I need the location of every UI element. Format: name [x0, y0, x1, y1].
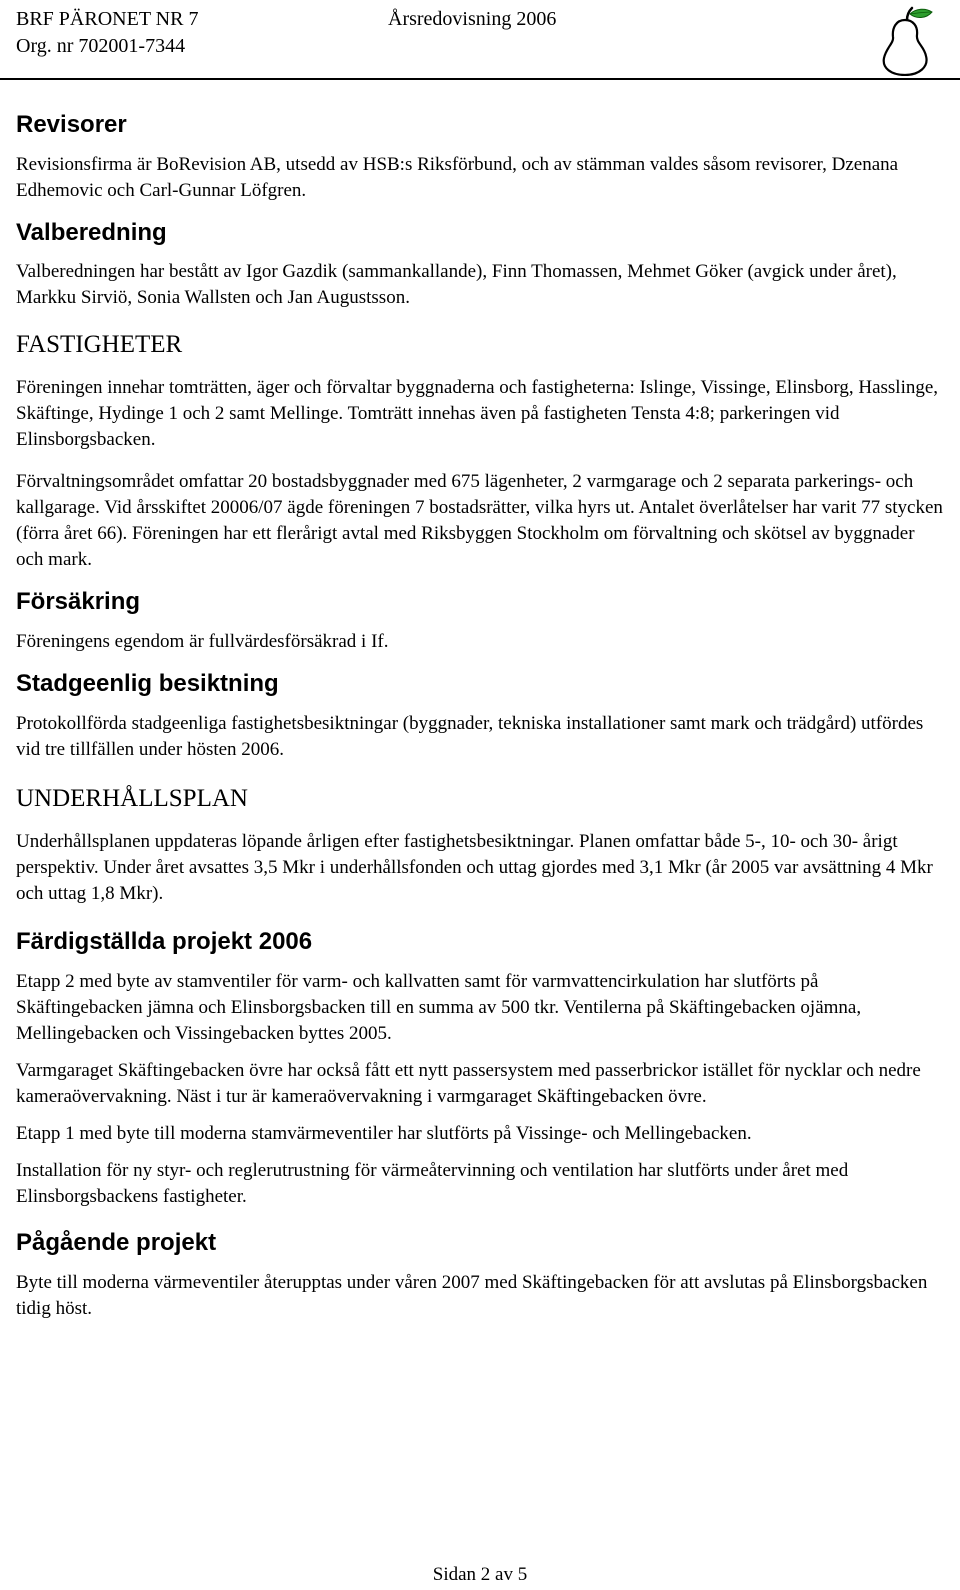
- section-heading: Färdigställda projekt 2006: [16, 928, 313, 955]
- page-header: [0, 0, 960, 80]
- section-heading: UNDERHÅLLSPLAN: [16, 785, 248, 812]
- report-title: Årsredovisning 2006: [388, 8, 557, 30]
- section-valberedning: [16, 218, 946, 311]
- paragraph: Valberedningen har bestått av Igor Gazdik (sammankallande), Finn Thomassen, Mehmet Göker (avgick under året), Markku Sirviö, Sonia Wallsten och Jan Augustsson.: [16, 261, 897, 308]
- paragraph: Varmgaraget Skäftingebacken övre har också fått ett nytt passersystem med passerbrickor istället för nycklar och nedre kameraövervakning. Näst i tur är kameraövervakning i varmgaraget Skäftingebacken övre.: [16, 1060, 921, 1107]
- paragraph: Etapp 1 med byte till moderna stamvärmeventiler har slutförts på Vissinge- och Mellingebacken.: [16, 1123, 752, 1144]
- document-body: [16, 110, 946, 1322]
- pear-icon: [876, 6, 934, 76]
- section-heading: Stadgeenlig besiktning: [16, 670, 279, 697]
- section-heading: Valberedning: [16, 219, 167, 246]
- section-heading: FASTIGHETER: [16, 331, 183, 358]
- section-forsakring: [16, 587, 946, 655]
- paragraph: Revisionsfirma är BoRevision AB, utsedd av HSB:s Riksförbund, och av stämman valdes såsom revisorer, Dzenana Edhemovic och Carl-Gunnar Löfgren.: [16, 154, 899, 201]
- organization-number: Org. nr 702001-7344: [16, 35, 186, 57]
- section-pagaende-projekt: [16, 1228, 946, 1322]
- paragraph: Byte till moderna värmeventiler återupptas under våren 2007 med Skäftingebacken för att avslutas på Elinsborgsbacken tidig höst.: [16, 1272, 928, 1319]
- paragraph: Underhållsplanen uppdateras löpande årligen efter fastighetsbesiktningar. Planen omfattar både 5-, 10- och 30- årigt perspektiv. Under året avsattes 3,5 Mkr i underhållsfonden och uttag gjordes med 3,1 Mkr (år 2005 var avsättning 4 Mkr och uttag 1,8 Mkr).: [16, 831, 933, 904]
- section-fastigheter: [16, 329, 946, 573]
- organization-name: BRF PÄRONET NR 7: [16, 8, 199, 30]
- page-number: Sidan 2 av 5: [432, 1564, 528, 1585]
- section-besiktning: [16, 669, 946, 763]
- section-heading: Försäkring: [16, 588, 141, 615]
- section-underhallsplan: [16, 783, 946, 907]
- section-fardigstallda-projekt: [16, 927, 946, 1210]
- paragraph: Föreningens egendom är fullvärdesförsäkrad i If.: [16, 631, 389, 652]
- section-heading: Revisorer: [16, 111, 127, 138]
- paragraph: Etapp 2 med byte av stamventiler för varm- och kallvatten samt för varmvattencirkulation har slutförts på Skäftingebacken jämna och Elinsborgsbacken till en summa av 500 tkr. Ventilerna på Skäftingebacken ojämna, Mellingebacken och Vissingebacken byttes 2005.: [16, 971, 862, 1044]
- paragraph: Förvaltningsområdet omfattar 20 bostadsbyggnader med 675 lägenheter, 2 varmgarage och 2 separata parkerings- och kallgarage. Vid årsskiftet 20006/07 ägde föreningen 7 bostadsrätter, vilka hyrs ut. Antalet överlåtelser har varit 77 stycken (förra året 66). Föreningen har ett flerårigt avtal med Riksbyggen Stockholm om förvaltning och skötsel av byggnader och mark.: [16, 471, 943, 570]
- section-heading: Pågående projekt: [16, 1229, 217, 1256]
- paragraph: Installation för ny styr- och reglerutrustning för värmeåtervinning och ventilation har slutförts under året med Elinsborgsbackens fastigheter.: [16, 1160, 849, 1207]
- paragraph: Protokollförda stadgeenliga fastighetsbesiktningar (byggnader, tekniska installationer samt mark och trädgård) utfördes vid tre tillfällen under hösten 2006.: [16, 713, 924, 760]
- section-revisorer: [16, 110, 946, 204]
- header-divider: [0, 78, 960, 80]
- paragraph: Föreningen innehar tomträtten, äger och förvaltar byggnaderna och fastigheterna: Islinge, Vissinge, Elinsborg, Hasslinge, Skäftinge, Hydinge 1 och 2 samt Mellinge. Tomträtt innehas även på fastigheten Tensta 4:8; parkeringen vid Elinsborgsbacken.: [16, 377, 939, 450]
